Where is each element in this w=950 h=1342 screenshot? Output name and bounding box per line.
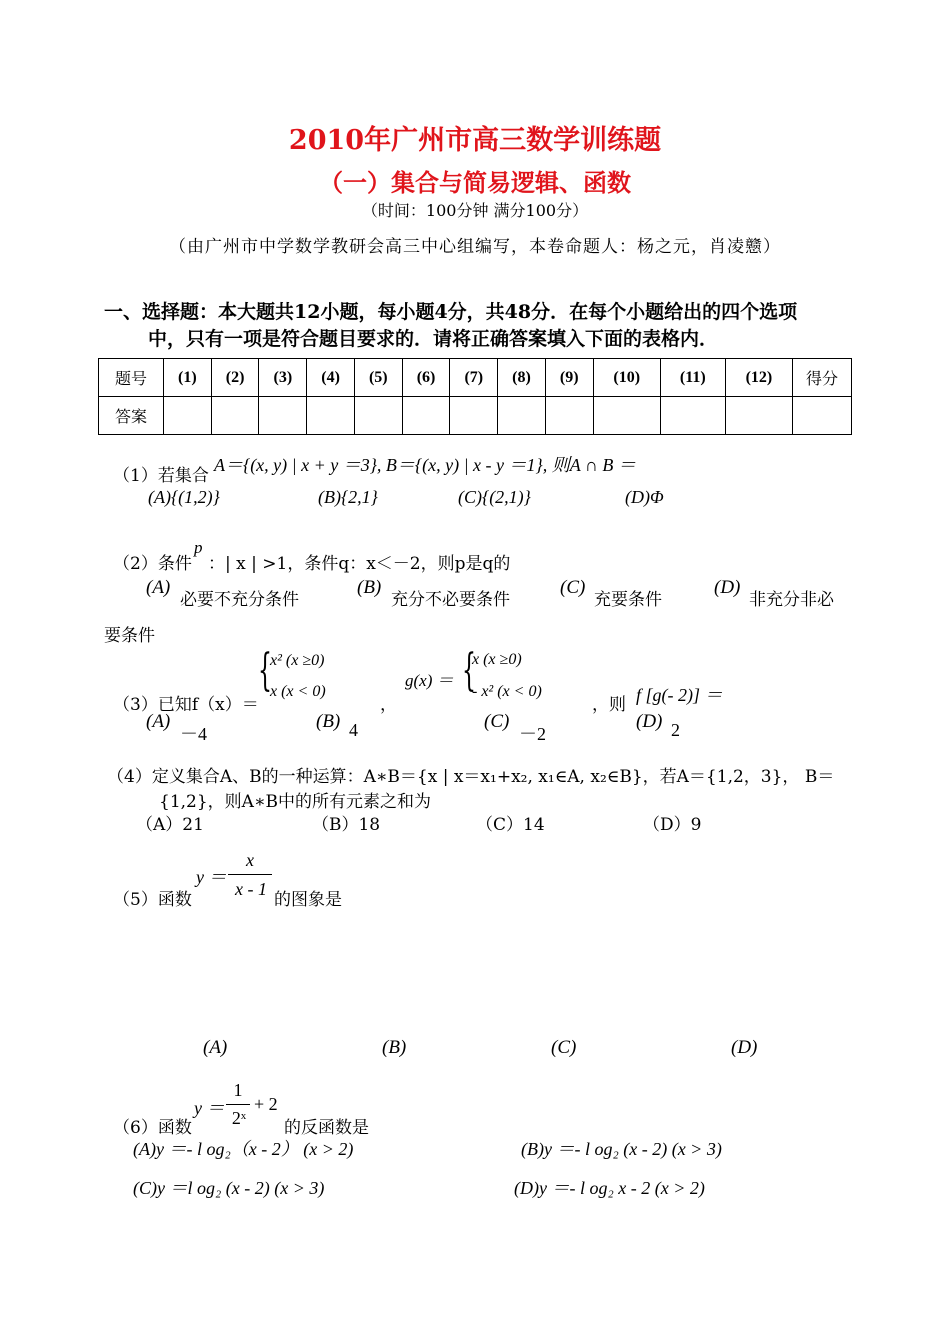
q1-option-c: (C){(2,1)} xyxy=(458,487,531,507)
question-number-cell: (5) xyxy=(354,359,402,397)
section-heading-line1: 一、选择题：本大题共12小题，每小题4分，共48分．在每个小题给出的四个选项 xyxy=(104,301,798,323)
question-number-cell: (4) xyxy=(307,359,355,397)
q5-numerator: x xyxy=(246,850,254,870)
answer-cell[interactable] xyxy=(725,397,792,435)
q6-option-b: (B)y ＝- l og₂ (x - 2) (x > 3) xyxy=(521,1139,722,1159)
q2-option-a-letter: (A) xyxy=(146,577,171,598)
answer-table xyxy=(98,358,852,435)
question-number-cell: (8) xyxy=(498,359,546,397)
g-case-2: - x² (x < 0) xyxy=(472,683,542,700)
table-row xyxy=(99,397,852,435)
q2-option-c-text: 充要条件 xyxy=(594,590,662,610)
q6-y: y ＝ xyxy=(194,1098,225,1118)
q4-line-1: （4）定义集合A、B的一种运算：A∗B＝{x | x＝x₁+x₂, x₁∈A, x₂∈B}，若A＝{1,2，3}， B＝ xyxy=(107,767,835,787)
q2-option-c-letter: (C) xyxy=(560,577,586,598)
question-number-cell: (6) xyxy=(402,359,450,397)
answer-cell[interactable] xyxy=(307,397,355,435)
answer-cell[interactable] xyxy=(498,397,546,435)
q6-plus-two: + 2 xyxy=(254,1094,278,1114)
q2-option-d-text: 非充分非必 xyxy=(749,590,834,610)
q6-option-a: (A)y ＝- l og₂（x - 2） (x > 2) xyxy=(133,1139,354,1159)
q2-option-b-text: 充分不必要条件 xyxy=(391,590,510,610)
time-info: （时间：100分钟 满分100分） xyxy=(361,201,589,220)
answer-cell[interactable] xyxy=(211,397,259,435)
q1-option-b: (B){2,1} xyxy=(318,487,378,507)
q3-option-b-value: 4 xyxy=(349,720,358,740)
q2-p: p xyxy=(194,538,203,557)
q6-rest: 的反函数是 xyxy=(284,1118,369,1138)
q6-option-c: (C)y ＝l og₂ (x - 2) (x > 3) xyxy=(133,1178,325,1198)
f-case-2: x (x < 0) xyxy=(270,683,326,700)
q3-option-c-letter: (C) xyxy=(484,711,510,732)
question-number-cell: (12) xyxy=(725,359,792,397)
q5-label: （5）函数 xyxy=(113,890,192,910)
q3-then: ，则 xyxy=(592,695,626,715)
score-cell[interactable] xyxy=(793,397,852,435)
q3-comma: ， xyxy=(380,695,397,715)
q6-label: （6）函数 xyxy=(113,1118,192,1138)
q5-option-b: (B) xyxy=(382,1037,407,1058)
q3-label: （3）已知f（x）＝ xyxy=(113,695,259,715)
q2-label: （2）条件 xyxy=(113,554,192,574)
q6-fraction-bar xyxy=(226,1104,250,1105)
q2-condition: ：| x | >1，条件q：x＜－2，则p是q的 xyxy=(208,554,511,574)
q4-option-a: （A）21 xyxy=(136,815,204,835)
q5-option-a: (A) xyxy=(203,1037,228,1058)
question-number-cell: (9) xyxy=(545,359,593,397)
q2-option-d-wrap: 要条件 xyxy=(104,626,155,646)
score-label: 得分 xyxy=(793,359,852,397)
q1-option-d: (D)Φ xyxy=(625,487,664,507)
q6-numerator: 1 xyxy=(233,1080,243,1100)
q3-option-b-letter: (B) xyxy=(316,711,341,732)
page-title: 2010年广州市高三数学训练题 xyxy=(288,125,662,156)
answer-cell[interactable] xyxy=(402,397,450,435)
answer-cell[interactable] xyxy=(164,397,212,435)
question-number-cell: (10) xyxy=(593,359,660,397)
answer-cell[interactable] xyxy=(593,397,660,435)
q3-option-c-value: －2 xyxy=(519,724,546,744)
row-label-number: 题号 xyxy=(99,359,164,397)
question-number-cell: (11) xyxy=(660,359,725,397)
question-number-cell: (7) xyxy=(450,359,498,397)
q2-option-d-letter: (D) xyxy=(714,577,741,598)
q4-option-d: （D）9 xyxy=(643,815,702,835)
q1-expression: A＝{(x, y) | x + y ＝3}, B＝{(x, y) | x - y ＝1}, 则A ∩ B ＝ xyxy=(214,455,636,475)
q5-fraction-bar xyxy=(228,874,272,875)
q6-option-d: (D)y ＝- l og₂ x - 2 (x > 2) xyxy=(514,1178,705,1198)
compiler-info: （由广州市中学数学教研会高三中心组编写，本卷命题人：杨之元，肖凌戆） xyxy=(169,237,781,257)
f-brace: { xyxy=(258,645,272,696)
q4-line-2: {1,2}，则A∗B中的所有元素之和为 xyxy=(159,792,431,812)
q3-option-d-value: 2 xyxy=(671,720,680,740)
q4-option-c: （C）14 xyxy=(476,815,545,835)
q4-option-b: （B）18 xyxy=(312,815,381,835)
question-number-cell: (1) xyxy=(164,359,212,397)
question-number-cell: (3) xyxy=(259,359,307,397)
row-label-answer: 答案 xyxy=(99,397,164,435)
g-label: g(x) ＝ xyxy=(405,671,454,690)
q3-option-d-letter: (D) xyxy=(636,711,663,732)
answer-cell[interactable] xyxy=(259,397,307,435)
q2-option-a-text: 必要不充分条件 xyxy=(180,590,299,610)
q5-option-c: (C) xyxy=(551,1037,577,1058)
q3-option-a-letter: (A) xyxy=(146,711,171,732)
g-case-1: x (x ≥0) xyxy=(472,651,522,668)
answer-cell[interactable] xyxy=(450,397,498,435)
q5-rest: 的图象是 xyxy=(274,890,342,910)
q1-option-a: (A){(1,2)} xyxy=(148,487,220,507)
answer-cell[interactable] xyxy=(660,397,725,435)
q5-y: y ＝ xyxy=(196,867,227,887)
answer-cell[interactable] xyxy=(354,397,402,435)
question-number-cell: (2) xyxy=(211,359,259,397)
q1-label: （1）若集合 xyxy=(113,466,209,486)
g-brace: { xyxy=(462,645,476,696)
q5-option-d: (D) xyxy=(731,1037,758,1058)
f-case-1: x² (x ≥0) xyxy=(270,652,325,669)
answer-cell[interactable] xyxy=(545,397,593,435)
q3-expression: f [g(- 2)] ＝ xyxy=(636,685,723,705)
table-row xyxy=(99,359,852,397)
section-heading-line2: 中，只有一项是符合题目要求的．请将正确答案填入下面的表格内． xyxy=(148,328,719,350)
page-subtitle: （一）集合与简易逻辑、函数 xyxy=(319,168,631,197)
q2-option-b-letter: (B) xyxy=(357,577,382,598)
q6-denominator: 2ˣ xyxy=(231,1108,247,1128)
q3-option-a-value: －4 xyxy=(180,724,207,744)
q5-denominator: x - 1 xyxy=(235,879,267,899)
